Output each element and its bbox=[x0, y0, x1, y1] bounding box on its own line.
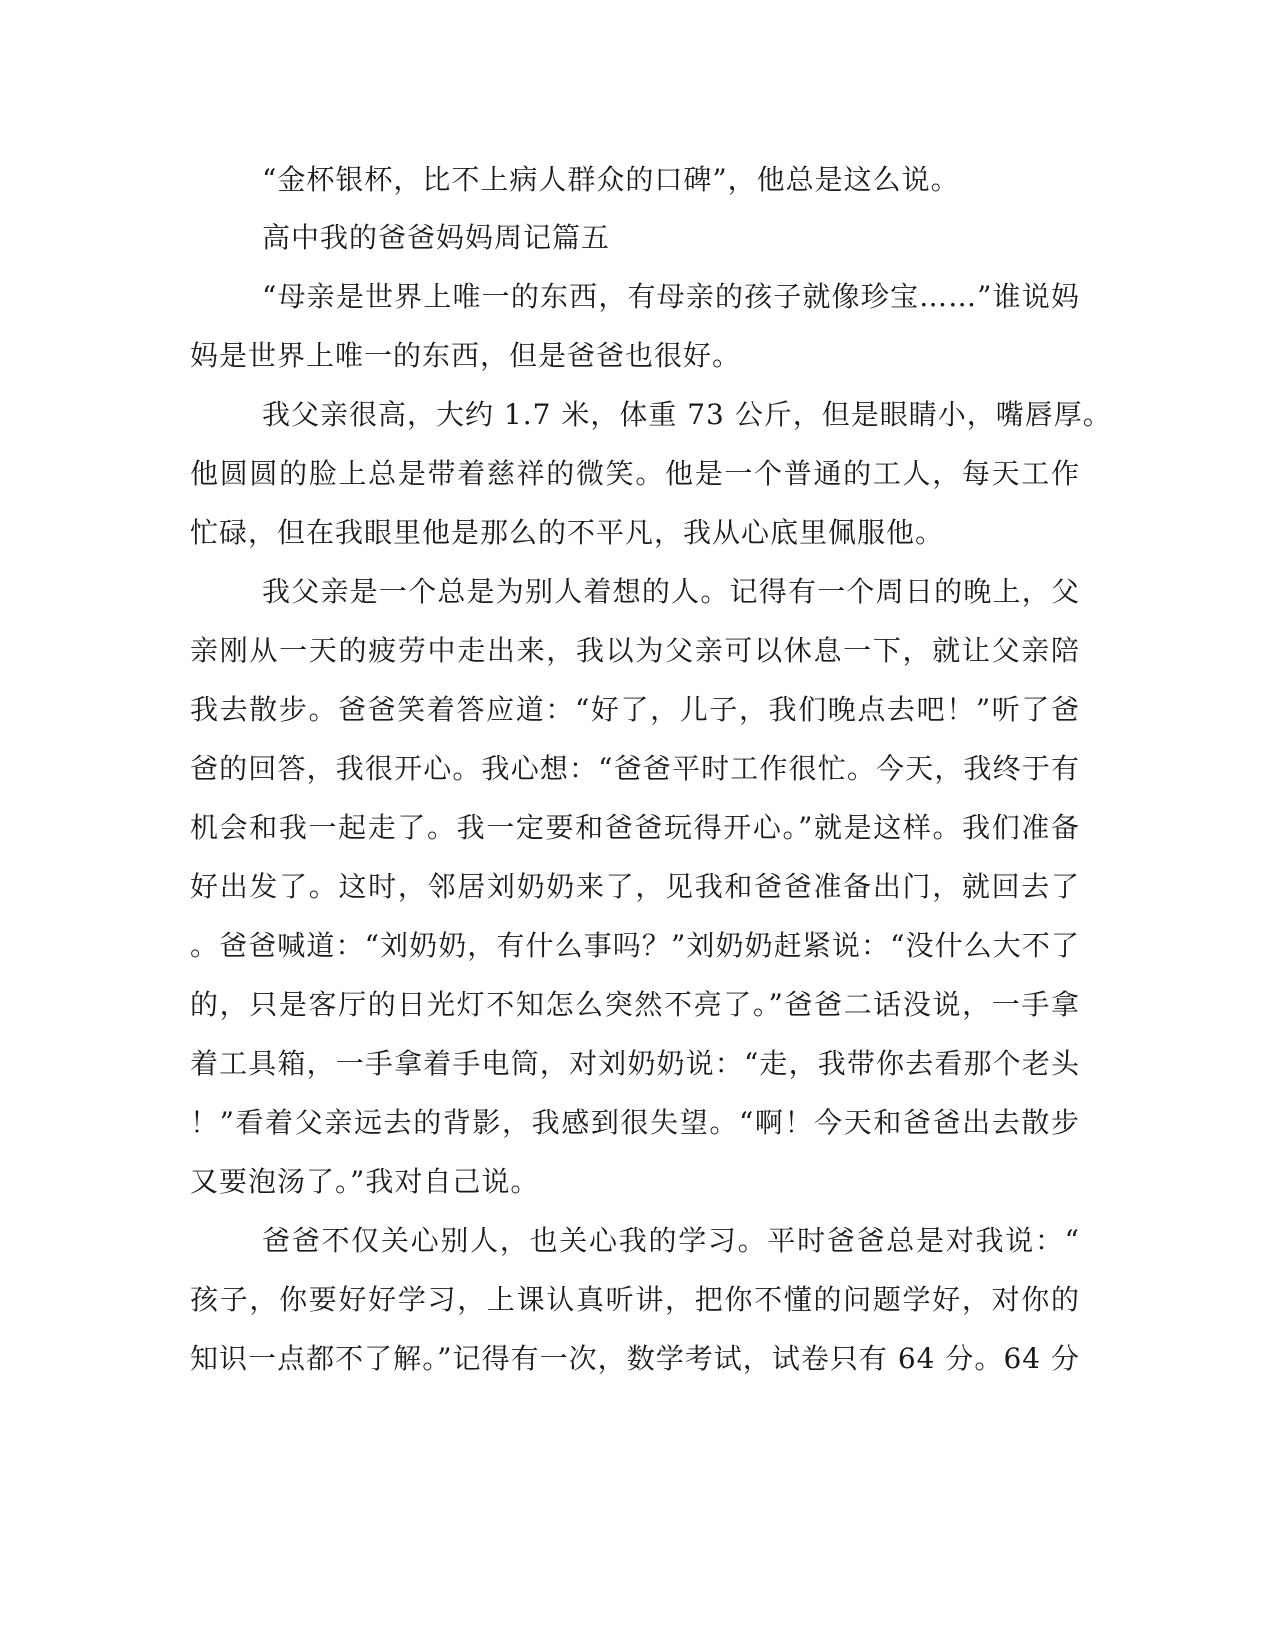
text-line: 。爸爸喊道：“刘奶奶，有什么事吗？”刘奶奶赶紧说：“没什么大不了 bbox=[190, 929, 1080, 962]
text-line: “金杯银杯，比不上病人群众的口碑”，他总是这么说。 bbox=[262, 163, 960, 196]
text-line: 知识一点都不了解。”记得有一次，数学考试，试卷只有 64 分。64 分 bbox=[190, 1342, 1080, 1375]
text-line: 着工具箱，一手拿着手电筒，对刘奶奶说：“走，我带你去看那个老头 bbox=[190, 1047, 1080, 1080]
text-line: 爸爸不仅关心别人，也关心我的学习。平时爸爸总是对我说：“ bbox=[262, 1224, 1080, 1257]
text-line: 的，只是客厅的日光灯不知怎么突然不亮了。”爸爸二话没说，一手拿 bbox=[190, 988, 1080, 1021]
text-line: 忙碌，但在我眼里他是那么的不平凡，我从心底里佩服他。 bbox=[190, 516, 945, 549]
text-line: ！”看着父亲远去的背影，我感到很失望。“啊！今天和爸爸出去散步 bbox=[190, 1106, 1080, 1139]
text-line: “母亲是世界上唯一的东西，有母亲的孩子就像珍宝……”谁说妈 bbox=[262, 280, 1080, 313]
text-line: 好出发了。这时，邻居刘奶奶来了，见我和爸爸准备出门，就回去了 bbox=[190, 870, 1080, 903]
text-line: 亲刚从一天的疲劳中走出来，我以为父亲可以休息一下，就让父亲陪 bbox=[190, 634, 1080, 667]
text-line: 机会和我一起走了。我一定要和爸爸玩得开心。”就是这样。我们准备 bbox=[190, 811, 1080, 844]
text-line: 我去散步。爸爸笑着答应道：“好了，儿子，我们晚点去吧！”听了爸 bbox=[190, 693, 1080, 726]
section-heading: 高中我的爸爸妈妈周记篇五 bbox=[262, 221, 611, 254]
text-line: 妈是世界上唯一的东西，但是爸爸也很好。 bbox=[190, 339, 742, 372]
text-line: 他圆圆的脸上总是带着慈祥的微笑。他是一个普通的工人，每天工作 bbox=[190, 457, 1080, 490]
text-line: 又要泡汤了。”我对自己说。 bbox=[190, 1165, 540, 1198]
text-line: 我父亲是一个总是为别人着想的人。记得有一个周日的晚上，父 bbox=[262, 575, 1080, 608]
text-line: 孩子，你要好好学习，上课认真听讲，把你不懂的问题学好，对你的 bbox=[190, 1283, 1080, 1316]
text-line: 我父亲很高，大约 1.7 米，体重 73 公斤，但是眼睛小，嘴唇厚。 bbox=[262, 398, 1112, 431]
text-line: 爸的回答，我很开心。我心想：“爸爸平时工作很忙。今天，我终于有 bbox=[190, 752, 1080, 785]
